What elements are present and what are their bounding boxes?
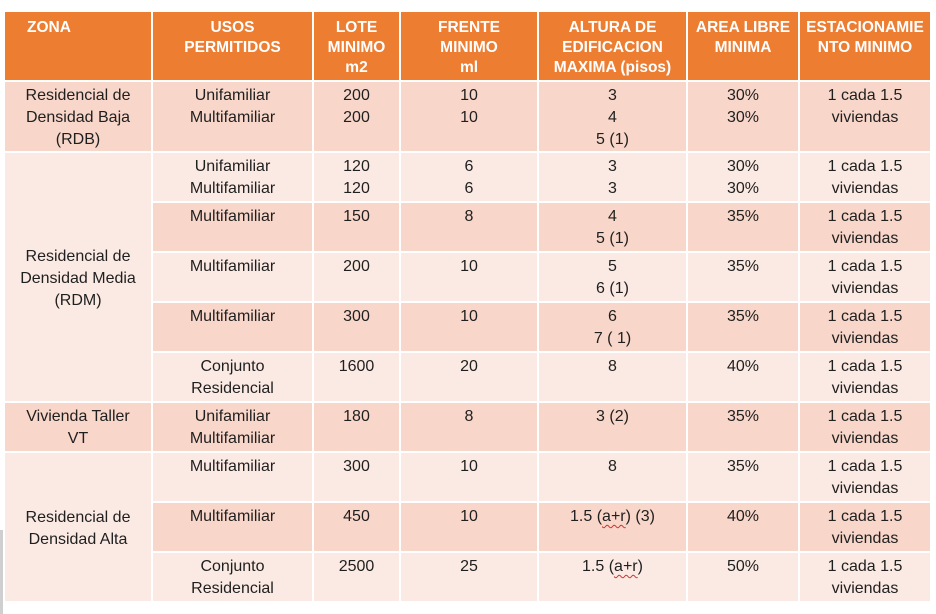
frente-cell: 8 xyxy=(400,202,538,252)
area-cell: 30% 30% xyxy=(687,81,799,152)
frente-cell: 20 xyxy=(400,352,538,402)
area-cell: 40% xyxy=(687,502,799,552)
usos-cell: Unifamiliar Multifamiliar xyxy=(152,152,313,202)
header-estacionamiento: ESTACIONAMIE NTO MINIMO xyxy=(799,11,931,81)
estacionamiento-cell: 1 cada 1.5 viviendas xyxy=(799,402,931,452)
frente-cell: 10 xyxy=(400,302,538,352)
header-zona: ZONA xyxy=(4,11,152,81)
header-altura: ALTURA DE EDIFICACION MAXIMA (pisos) xyxy=(538,11,687,81)
lote-cell: 300 xyxy=(313,452,400,502)
altura-cell: 3 4 5 (1) xyxy=(538,81,687,152)
spellcheck-underline: a+r xyxy=(602,508,626,525)
usos-cell: Multifamiliar xyxy=(152,452,313,502)
altura-cell: 8 xyxy=(538,352,687,402)
altura-cell: 3 3 xyxy=(538,152,687,202)
frente-cell: 10 xyxy=(400,502,538,552)
area-cell: 35% xyxy=(687,302,799,352)
usos-cell: Multifamiliar xyxy=(152,202,313,252)
area-cell: 35% xyxy=(687,252,799,302)
table-row xyxy=(4,452,931,502)
altura-cell: 6 7 ( 1) xyxy=(538,302,687,352)
lote-cell: 200 200 xyxy=(313,81,400,152)
usos-cell: Conjunto Residencial xyxy=(152,552,313,602)
lote-cell: 180 xyxy=(313,402,400,452)
lote-cell: 300 xyxy=(313,302,400,352)
area-cell: 40% xyxy=(687,352,799,402)
frente-cell: 10 xyxy=(400,252,538,302)
table-row xyxy=(4,81,931,152)
area-cell: 35% xyxy=(687,402,799,452)
altura-cell: 5 6 (1) xyxy=(538,252,687,302)
lote-cell: 200 xyxy=(313,252,400,302)
zone-cell-alta: Residencial de Densidad Alta xyxy=(4,452,152,602)
usos-cell: Multifamiliar xyxy=(152,302,313,352)
zone-cell-vt: Vivienda Taller VT xyxy=(4,402,152,452)
estacionamiento-cell: 1 cada 1.5 viviendas xyxy=(799,352,931,402)
altura-cell: 8 xyxy=(538,452,687,502)
usos-cell: Conjunto Residencial xyxy=(152,352,313,402)
zone-cell-rdb: Residencial de Densidad Baja (RDB) xyxy=(4,81,152,152)
usos-cell: Unifamiliar Multifamiliar xyxy=(152,402,313,452)
estacionamiento-cell: 1 cada 1.5 viviendas xyxy=(799,552,931,602)
table-row xyxy=(4,402,931,452)
estacionamiento-cell: 1 cada 1.5 viviendas xyxy=(799,302,931,352)
area-cell: 30% 30% xyxy=(687,152,799,202)
altura-cell: 3 (2) xyxy=(538,402,687,452)
altura-cell: 1.5 (a+r) xyxy=(538,552,687,602)
estacionamiento-cell: 1 cada 1.5 viviendas xyxy=(799,152,931,202)
estacionamiento-cell: 1 cada 1.5 viviendas xyxy=(799,202,931,252)
header-frente: FRENTE MINIMO ml xyxy=(400,11,538,81)
frente-cell: 8 xyxy=(400,402,538,452)
header-row xyxy=(4,11,931,81)
lote-cell: 150 xyxy=(313,202,400,252)
area-cell: 50% xyxy=(687,552,799,602)
lote-cell: 1600 xyxy=(313,352,400,402)
header-usos: USOS PERMITIDOS xyxy=(152,11,313,81)
estacionamiento-cell: 1 cada 1.5 viviendas xyxy=(799,502,931,552)
header-area: AREA LIBRE MINIMA xyxy=(687,11,799,81)
area-cell: 35% xyxy=(687,202,799,252)
usos-cell: Multifamiliar xyxy=(152,252,313,302)
altura-cell: 4 5 (1) xyxy=(538,202,687,252)
frente-cell: 25 xyxy=(400,552,538,602)
table-row xyxy=(4,152,931,202)
frente-cell: 6 6 xyxy=(400,152,538,202)
frente-cell: 10 10 xyxy=(400,81,538,152)
estacionamiento-cell: 1 cada 1.5 viviendas xyxy=(799,252,931,302)
area-cell: 35% xyxy=(687,452,799,502)
estacionamiento-cell: 1 cada 1.5 viviendas xyxy=(799,452,931,502)
usos-cell: Unifamiliar Multifamiliar xyxy=(152,81,313,152)
lote-cell: 2500 xyxy=(313,552,400,602)
zone-cell-rdm: Residencial de Densidad Media (RDM) xyxy=(4,152,152,402)
lote-cell: 120 120 xyxy=(313,152,400,202)
zoning-table xyxy=(3,10,932,603)
estacionamiento-cell: 1 cada 1.5 viviendas xyxy=(799,81,931,152)
lote-cell: 450 xyxy=(313,502,400,552)
header-lote: LOTE MINIMO m2 xyxy=(313,11,400,81)
spellcheck-underline: a+r xyxy=(614,558,638,575)
altura-cell: 1.5 (a+r) (3) xyxy=(538,502,687,552)
usos-cell: Multifamiliar xyxy=(152,502,313,552)
frente-cell: 10 xyxy=(400,452,538,502)
